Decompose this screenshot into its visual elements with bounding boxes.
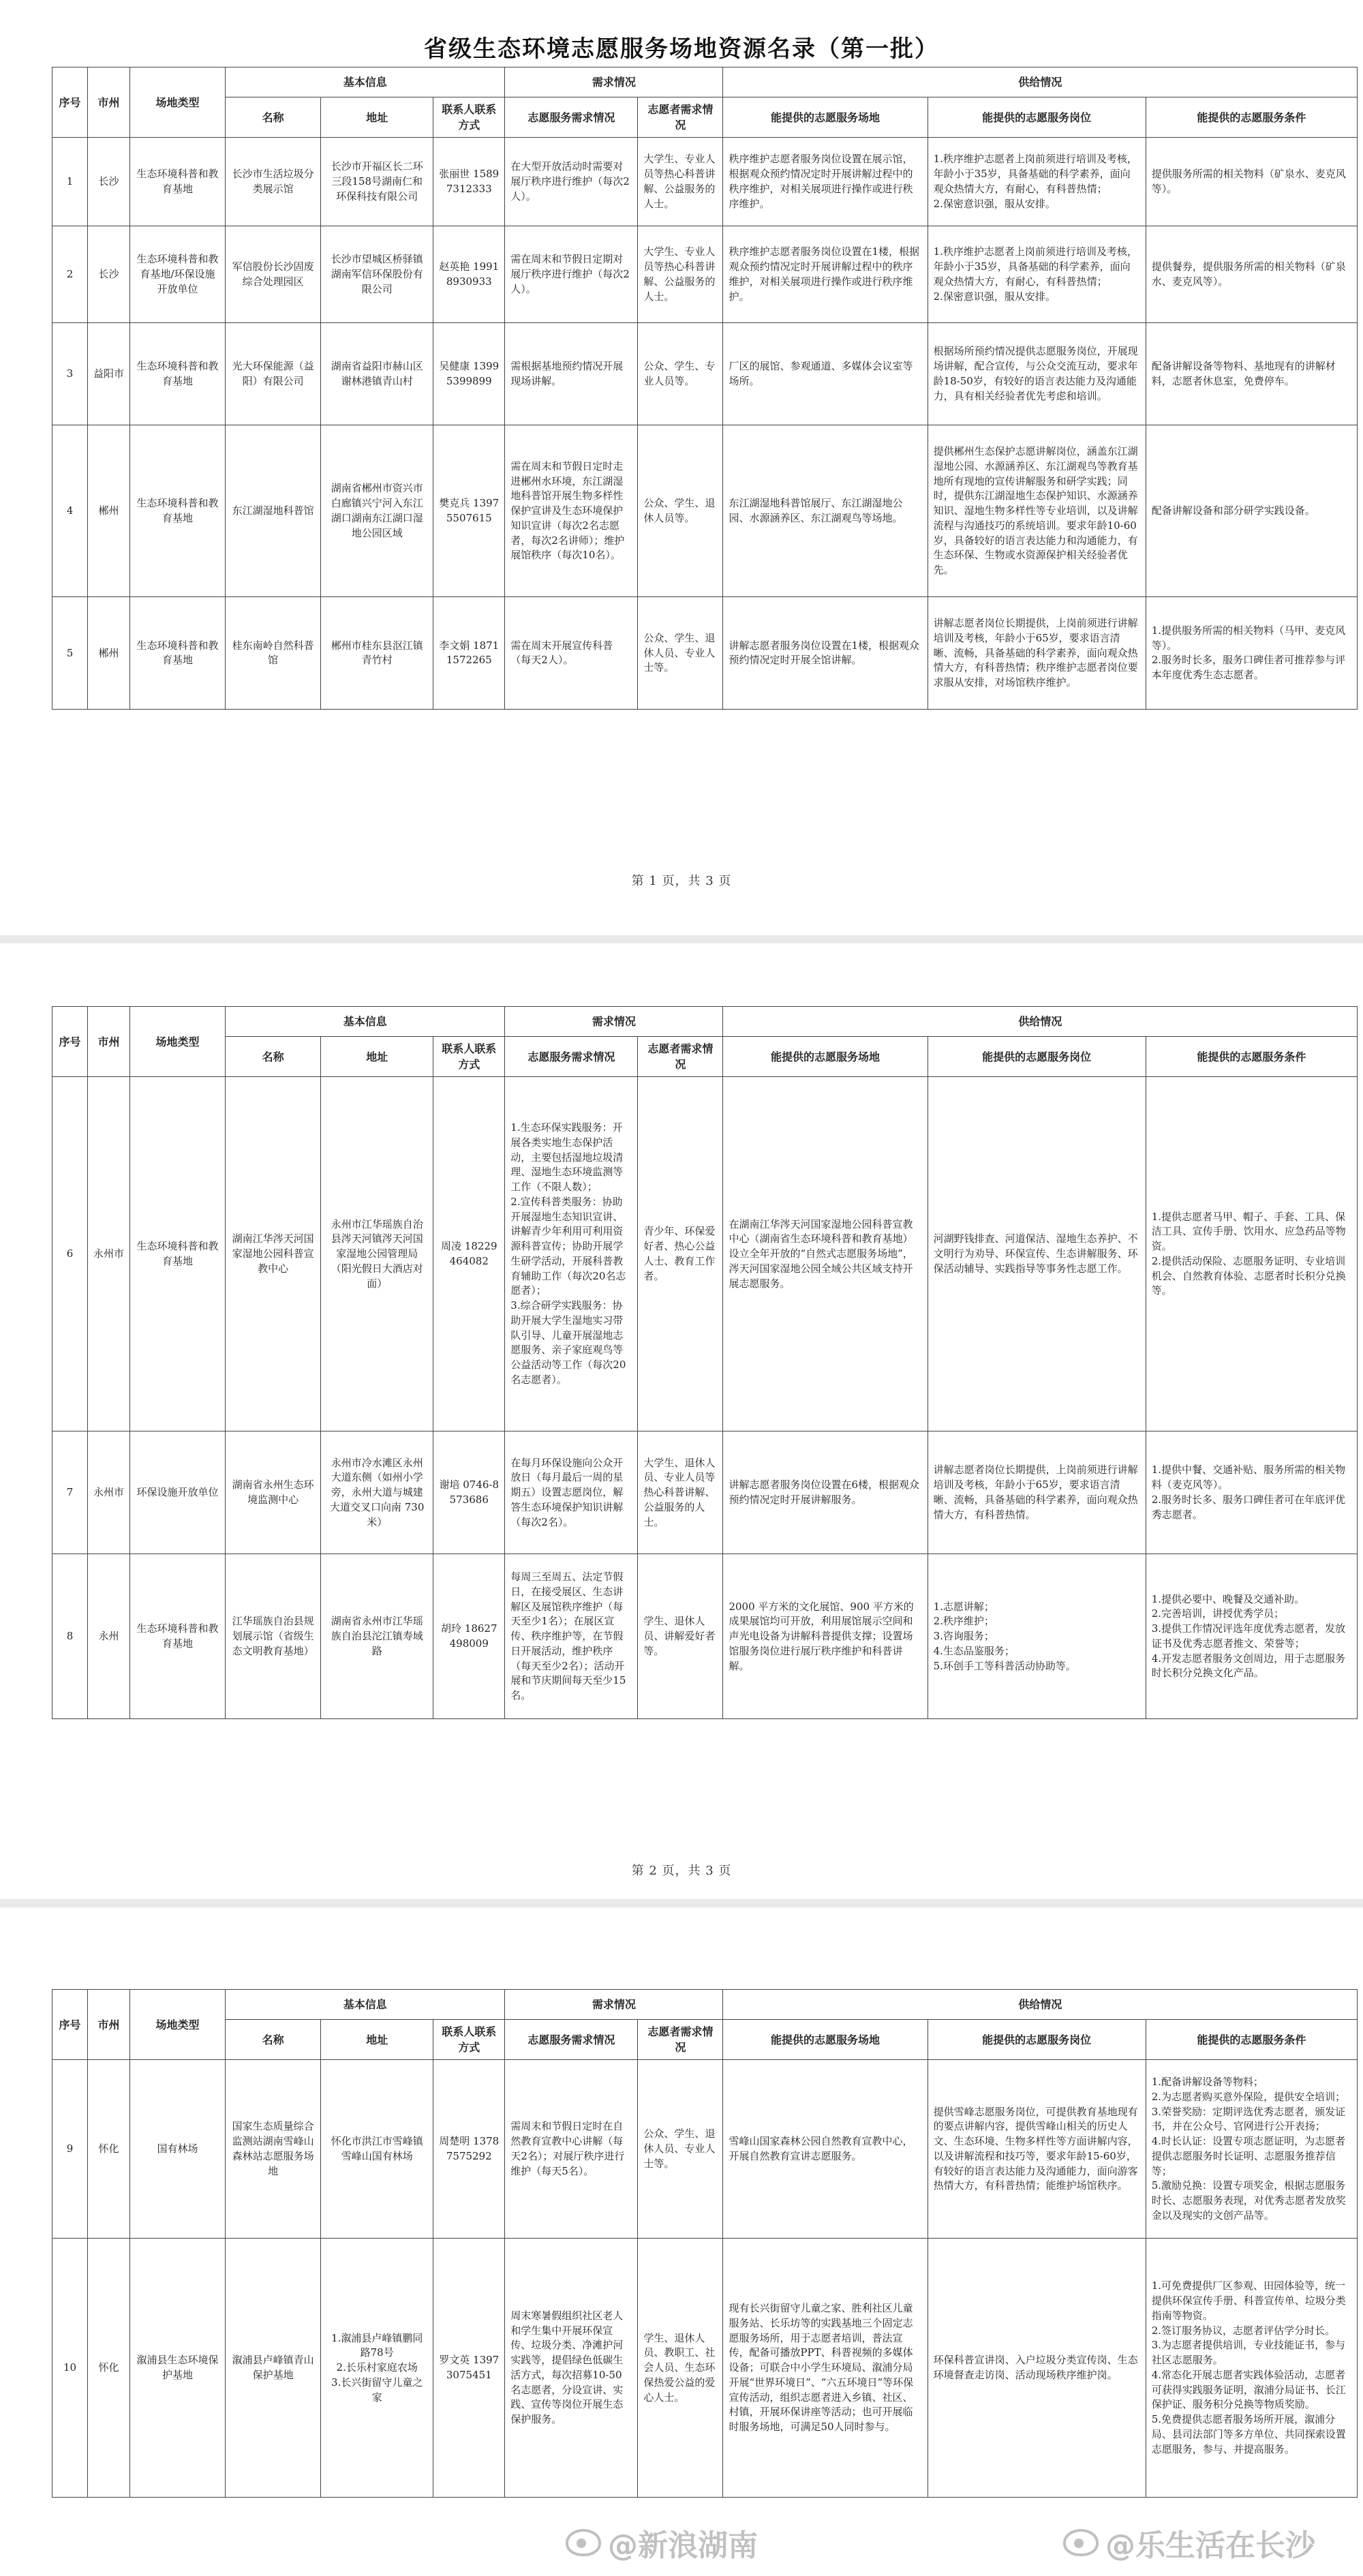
weibo-icon (1063, 2529, 1099, 2556)
cell-address: 永州市冷水滩区永州大道东侧（如州小学旁，永州大道与城建大道交叉口向南 730 米） (321, 1431, 433, 1554)
cell-seq: 7 (52, 1431, 88, 1554)
header-address: 地址 (321, 1037, 433, 1077)
watermark-right (1063, 2521, 1315, 2564)
cell-site: 讲解志愿者服务岗位设置在6楼，根据观众预约情况定时开展讲解服务。 (723, 1431, 928, 1554)
weibo-icon (566, 2529, 601, 2556)
table-row (52, 138, 1358, 226)
cell-condition: 1.可免费提供厂区参观、田园体验等，统一提供环保宣传手册、科普宣传单、垃圾分类指南等物资。 2.签订服务协议，志愿者评估学分时长。 3.为志愿者提供培训，专业技能证书，参与社区志愿服务。 4.常态化开展志愿者实践体验活动，志愿者可获得实践服务证明，溆浦分局证书、长江保护证、服务积分兑换等物质奖励。 5.免费提供志愿者服务场所开展，溆浦分局、县司法部门等多方单位、共同探索设置志愿服务，参与、并提高服务。 (1146, 2239, 1357, 2498)
cell-post: 讲解志愿者岗位长期提供，上岗前须进行讲解培训及考核，年龄小于65岁，要求语言清晰、流畅，具备基础的科学素养，面向观众热情大方，有科普热情；秩序维护志愿者岗位要求服从安排，对场馆秩序维护。 (928, 597, 1146, 710)
cell-type: 生态环境科普和教育基地 (130, 138, 226, 226)
cell-condition: 配备讲解设备和部分研学实践设备。 (1146, 425, 1357, 597)
header-supply: 供给情况 (723, 1990, 1358, 2020)
header-type: 场地类型 (130, 1990, 226, 2060)
cell-post: 河湖野钱排查、河道保洁、湿地生态养护、不文明行为劝导、环保宣传、生态讲解服务、环保活动辅导、实践指导等事务性志愿工作。 (928, 1077, 1146, 1431)
cell-address: 1.溆浦县卢峰镇鹏同路78号 2.长乐村家庭农场 3.长兴街留守儿童之家 (321, 2239, 433, 2498)
header-supply-condition: 能提供的志愿服务条件 (1146, 2020, 1357, 2060)
cell-city: 长沙 (88, 226, 130, 323)
resource-table-page-3 (52, 1989, 1358, 2498)
cell-address: 郴州市桂东县沤江镇青竹村 (321, 597, 433, 710)
cell-volunteer: 大学生、专业人员等热心科普讲解、公益服务的人士。 (638, 138, 723, 226)
header-name: 名称 (226, 2020, 321, 2060)
header-name: 名称 (226, 1037, 321, 1077)
cell-contact: 罗文英 13973075451 (433, 2239, 505, 2498)
cell-seq: 3 (52, 323, 88, 425)
resource-table-page-1 (52, 67, 1358, 710)
cell-contact: 李文娟 18711572265 (433, 597, 505, 710)
cell-seq: 9 (52, 2060, 88, 2239)
watermark-right-text: @乐生活在长沙 (1105, 2528, 1315, 2563)
cell-seq: 1 (52, 138, 88, 226)
document-page-3 (0, 1907, 1363, 2576)
cell-post: 讲解志愿者岗位长期提供，上岗前须进行讲解培训及考核，年龄小于65岁，要求语言清晰、流畅，具备基础的科学素养，面向观众热情大方，有科普热情。 (928, 1431, 1146, 1554)
cell-address: 永州市江华瑶族自治县涔天河镇涔天河国家湿地公园管理局（阳光假日大酒店对面） (321, 1077, 433, 1431)
cell-demand: 周末寒暑假组织社区老人和学生集中开展环保宣传、垃圾分类、净滩护河实践等，提倡绿色低碳生活方式，每次招募10-50名志愿者，分设宣讲、实践、宣传等岗位开展生态保护服务。 (505, 2239, 638, 2498)
cell-contact: 赵英艳 19918930933 (433, 226, 505, 323)
header-basic-info: 基本信息 (226, 1990, 505, 2020)
cell-name: 溆浦县卢峰镇青山保护基地 (226, 2239, 321, 2498)
page-footer: 第 1 页，共 3 页 (631, 874, 732, 888)
header-city: 市州 (88, 67, 130, 138)
cell-site: 现有长兴街留守儿童之家、胜利社区儿童服务站、长乐坊等的实践基地三个固定志愿服务场所，用于志愿者培训，普法宣传，配备可播放PPT、科普视频的多媒体设备；可联合中小学生环境局、溆浦分局开展“世界环境日”、“六五环境日”等环保宣传活动，组织志愿者进入乡镇、社区、村镇，开展环保讲座等活动；也可开展临时服务场地，可满足50人同时参与。 (723, 2239, 928, 2498)
cell-name: 军信股份长沙固废综合处理园区 (226, 226, 321, 323)
cell-name: 湖南省永州生态环境监测中心 (226, 1431, 321, 1554)
cell-contact: 樊克兵 13975507615 (433, 425, 505, 597)
header-name: 名称 (226, 97, 321, 138)
header-contact: 联系人联系方式 (433, 1037, 505, 1077)
cell-contact: 胡玲 18627498009 (433, 1554, 505, 1719)
cell-volunteer: 公众、学生、退休人员等。 (638, 425, 723, 597)
cell-name: 江华瑶族自治县规划展示馆（省级生态文明教育基地） (226, 1554, 321, 1719)
cell-type: 生态环境科普和教育基地 (130, 597, 226, 710)
cell-post: 提供雪峰志愿服务岗位，可提供教育基地现有的要点讲解内容，提供雪峰山相关的历史人文、生态环境、生物多样性等方面讲解内容，以及讲解流程和技巧等，要求年龄15-60岁，有较好的语言表达能力及沟通能力，面向游客热情大方，有科普热情；能维护场馆秩序。 (928, 2060, 1146, 2239)
cell-type: 生态环境科普和教育基地 (130, 1554, 226, 1719)
header-supply-site: 能提供的志愿服务场地 (723, 2020, 928, 2060)
table-row (52, 1554, 1358, 1719)
cell-condition: 1.提供服务所需的相关物料（马甲、麦克风等）。 2.服务时长多，服务口碑佳者可推荐参与评本年度优秀生态志愿者。 (1146, 597, 1357, 710)
cell-post: 1.秩序维护志愿者上岗前须进行培训及考核，年龄小于35岁，具备基础的科学素养，面向观众热情大方，有耐心，有科普热情； 2.保密意识强，服从安排。 (928, 226, 1146, 323)
table-row (52, 226, 1358, 323)
cell-volunteer: 青少年、环保爱好者、热心公益人士、教育工作者。 (638, 1077, 723, 1431)
header-demand: 需求情况 (505, 1990, 723, 2020)
cell-demand: 在大型开放活动时需要对展厅秩序进行维护（每次2人）。 (505, 138, 638, 226)
cell-city: 益阳市 (88, 323, 130, 425)
header-address: 地址 (321, 97, 433, 138)
header-demand-situation: 志愿服务需求情况 (505, 97, 638, 138)
header-seq: 序号 (52, 1007, 88, 1077)
resource-table-page-2 (52, 1006, 1358, 1719)
cell-address: 长沙市开福区长二环三段158号湖南仁和环保科技有限公司 (321, 138, 433, 226)
cell-condition: 1.提供志愿者马甲、帽子、手套、工具、保洁工具、宣传手册、饮用水、应急药品等物资。 2.提供活动保险、志愿服务证明、专业培训机会、自然教育体验、志愿者时长积分兑换等。 (1146, 1077, 1357, 1431)
cell-demand: 需在周末和节假日定期对展厅秩序进行维护（每次2人）。 (505, 226, 638, 323)
cell-seq: 10 (52, 2239, 88, 2498)
header-basic-info: 基本信息 (226, 67, 505, 97)
cell-condition: 1.提供中餐、交通补贴、服务所需的相关物料（麦克风等）。 2.服务时长多、服务口碑佳者可在年底评优秀志愿者。 (1146, 1431, 1357, 1554)
cell-city: 怀化 (88, 2239, 130, 2498)
header-supply: 供给情况 (723, 1007, 1358, 1037)
cell-site: 2000 平方米的文化展馆、900 平方米的成果展馆均可开放，利用展馆展示空间和声光电设备为讲解科普提供支撑；设置场馆服务岗位进行展厅秩序维护和科普讲解。 (723, 1554, 928, 1719)
header-demand: 需求情况 (505, 1007, 723, 1037)
cell-name: 国家生态质量综合监测站湖南雪峰山森林站志愿服务场地 (226, 2060, 321, 2239)
cell-city: 永州市 (88, 1077, 130, 1431)
cell-city: 怀化 (88, 2060, 130, 2239)
cell-contact: 周楚明 13787575292 (433, 2060, 505, 2239)
cell-name: 桂东南岭自然科普馆 (226, 597, 321, 710)
cell-volunteer: 学生、退休人员、讲解爱好者等。 (638, 1554, 723, 1719)
cell-address: 湖南省益阳市赫山区谢林港镇青山村 (321, 323, 433, 425)
cell-demand: 需周末和节假日定时在自然教育宣教中心讲解（每天2名）；对展厅秩序进行维护（每天5名）。 (505, 2060, 638, 2239)
page-footer: 第 2 页，共 3 页 (631, 1864, 732, 1878)
cell-condition: 提供服务所需的相关物料（矿泉水、麦克风等）。 (1146, 138, 1357, 226)
cell-type: 环保设施开放单位 (130, 1431, 226, 1554)
cell-name: 东江湖湿地科普馆 (226, 425, 321, 597)
header-basic-info: 基本信息 (226, 1007, 505, 1037)
cell-site: 雪峰山国家森林公园自然教育宣教中心，开展自然教育宣讲志愿服务。 (723, 2060, 928, 2239)
header-demand: 需求情况 (505, 67, 723, 97)
cell-type: 生态环境科普和教育基地 (130, 323, 226, 425)
header-demand-situation: 志愿服务需求情况 (505, 1037, 638, 1077)
cell-contact: 谢培 0746-8573686 (433, 1431, 505, 1554)
cell-site: 在湖南江华涔天河国家湿地公园科普宣教中心（湖南省生态环境科普和教育基地）设立全年开放的“自然式志愿服务场地”，涔天河国家湿地公园全域公共区域支持开展志愿服务。 (723, 1077, 928, 1431)
cell-site: 东江湖湿地科普馆展厅、东江湖湿地公园、水源涵养区、东江湖观鸟等场地。 (723, 425, 928, 597)
table-row (52, 1077, 1358, 1431)
header-contact: 联系人联系方式 (433, 97, 505, 138)
cell-city: 长沙 (88, 138, 130, 226)
cell-contact: 周凌 18229464082 (433, 1077, 505, 1431)
cell-site: 秩序维护志愿者服务岗位设置在1楼，根据观众预约情况定时开展讲解过程中的秩序维护，对相关展项进行操作或进行秩序维护。 (723, 226, 928, 323)
watermark-left-text: @新浪湖南 (608, 2528, 758, 2563)
cell-seq: 5 (52, 597, 88, 710)
cell-site: 讲解志愿者服务岗位设置在1楼，根据观众预约情况定时开展全馆讲解。 (723, 597, 928, 710)
header-supply-site: 能提供的志愿服务场地 (723, 97, 928, 138)
table-row (52, 323, 1358, 425)
table-row (52, 2239, 1358, 2498)
cell-post: 环保科普宣讲岗、入户垃圾分类宣传岗、生态环境督查走访岗、活动现场秩序维护岗。 (928, 2239, 1146, 2498)
document-page-1 (0, 0, 1363, 935)
header-supply-site: 能提供的志愿服务场地 (723, 1037, 928, 1077)
cell-site: 秩序维护志愿者服务岗位设置在展示馆，根据观众预约情况定时开展讲解过程中的秩序维护，对相关展项进行操作或进行秩序维护。 (723, 138, 928, 226)
header-demand-situation: 志愿服务需求情况 (505, 2020, 638, 2060)
cell-post: 1.志愿讲解； 2.秩序维护； 3.咨询服务； 4.生态品鉴服务； 5.环创手工等科普活动协助等。 (928, 1554, 1146, 1719)
cell-type: 生态环境科普和教育基地 (130, 1077, 226, 1431)
cell-name: 光大环保能源（益阳）有限公司 (226, 323, 321, 425)
cell-seq: 6 (52, 1077, 88, 1431)
document-page-2 (0, 943, 1363, 1899)
cell-volunteer: 公众、学生、专业人员等。 (638, 323, 723, 425)
cell-contact: 吴健康 13995399899 (433, 323, 505, 425)
cell-type: 国有林场 (130, 2060, 226, 2239)
cell-seq: 8 (52, 1554, 88, 1719)
cell-city: 郴州 (88, 425, 130, 597)
cell-condition: 1.提供必要中、晚餐及交通补助。 2.完善培训，讲授优秀学员； 3.提供工作情况评选年度优秀志愿者，发放证书及优秀志愿者推文、荣誉等； 4.开发志愿者服务文创周边，用于志愿服务时长积分兑换文化产品。 (1146, 1554, 1357, 1719)
cell-type: 生态环境科普和教育基地 (130, 425, 226, 597)
cell-type: 溆浦县生态环境保护基地 (130, 2239, 226, 2498)
cell-city: 郴州 (88, 597, 130, 710)
header-volunteer-requirement: 志愿者需求情况 (638, 97, 723, 138)
cell-address: 湖南省郴州市资兴市白廊镇兴宁河入东江湖口湖南东江湖口湿地公园区域 (321, 425, 433, 597)
watermark-left (566, 2521, 758, 2564)
header-supply: 供给情况 (723, 67, 1358, 97)
header-supply-condition: 能提供的志愿服务条件 (1146, 1037, 1357, 1077)
cell-volunteer: 大学生、专业人员等热心科普讲解、公益服务的人士。 (638, 226, 723, 323)
cell-condition: 提供餐券，提供服务所需的相关物料（矿泉水、麦克风等）。 (1146, 226, 1357, 323)
cell-volunteer: 公众、学生、退休人员、专业人士等。 (638, 2060, 723, 2239)
header-volunteer-requirement: 志愿者需求情况 (638, 2020, 723, 2060)
cell-volunteer: 大学生、退休人员、专业人员等热心科普讲解、公益服务的人士。 (638, 1431, 723, 1554)
cell-demand: 每周三至周五、法定节假日，在接受展区、生态讲解区及展馆秩序维护（每天至少1名）；在展区宣传、秩序维护等，在节假日开展活动，维护秩序（每天至少2名）；活动开展和节庆期间每天至少15名。 (505, 1554, 638, 1719)
cell-site: 厂区的展馆、参观通道、多媒体会议室等场所。 (723, 323, 928, 425)
cell-city: 永州市 (88, 1431, 130, 1554)
cell-type: 生态环境科普和教育基地/环保设施开放单位 (130, 226, 226, 323)
cell-demand: 需在周末和节假日定时走进郴州水环境，东江湖湿地科普馆开展生物多样性保护宣讲及生态环境保护知识宣讲（每次2名志愿者，每次2名讲师）；维护展馆秩序（每次10名）。 (505, 425, 638, 597)
header-city: 市州 (88, 1990, 130, 2060)
header-supply-post: 能提供的志愿服务岗位 (928, 1037, 1146, 1077)
cell-post: 提供郴州生态保护志愿讲解岗位，涵盖东江湖湿地公园、水源涵养区、东江湖观鸟等教育基地所有现地的宣传讲解服务和研学实践；同时，提供东江湖湿地生态保护知识、水源涵养知识、湿地生物多样性等专业培训，以及讲解流程与沟通技巧的系统培训。要求年龄10-60岁，具备较好的语言表达能力和沟通能力，有生态环保、生物或水资源保护相关经验者优先。 (928, 425, 1146, 597)
cell-city: 永州 (88, 1554, 130, 1719)
cell-demand: 需在周末开展宣传科普（每天2人）。 (505, 597, 638, 710)
cell-address: 怀化市洪江市雪峰镇雪峰山国有林场 (321, 2060, 433, 2239)
cell-contact: 张丽世 15897312333 (433, 138, 505, 226)
cell-address: 长沙市望城区桥驿镇湖南军信环保股份有限公司 (321, 226, 433, 323)
cell-name: 湖南江华涔天河国家湿地公园科普宣教中心 (226, 1077, 321, 1431)
header-type: 场地类型 (130, 67, 226, 138)
cell-demand: 1.生态环保实践服务：开展各类实地生态保护活动，主要包括湿地垃圾清理、湿地生态环境监测等工作（不限人数）； 2.宣传科普类服务：协助开展湿地生态知识宣讲、讲解青少年利用可利用资源科普宣传；协助开展学生研学活动，开展科普教育辅助工作（每次20名志愿者）； 3.综合研学实践服务：协助开展大学生湿地实习带队引导、儿童开展湿地志愿服务、亲子家庭观鸟等公益活动等工作（每次20名志愿者）。 (505, 1077, 638, 1431)
cell-seq: 4 (52, 425, 88, 597)
table-row (52, 597, 1358, 710)
header-volunteer-requirement: 志愿者需求情况 (638, 1037, 723, 1077)
header-supply-condition: 能提供的志愿服务条件 (1146, 97, 1357, 138)
cell-volunteer: 学生、退休人员、教职工、社会人员、生态环保热爱公益的爱心人士。 (638, 2239, 723, 2498)
header-type: 场地类型 (130, 1007, 226, 1077)
header-city: 市州 (88, 1007, 130, 1077)
header-supply-post: 能提供的志愿服务岗位 (928, 2020, 1146, 2060)
document-title: 省级生态环境志愿服务场地资源名录（第一批） (424, 35, 939, 63)
table-row (52, 425, 1358, 597)
table-row (52, 1431, 1358, 1554)
cell-address: 湖南省永州市江华瑶族自治县沱江镇寿域路 (321, 1554, 433, 1719)
cell-volunteer: 公众、学生、退休人员、专业人士等。 (638, 597, 723, 710)
cell-post: 1.秩序维护志愿者上岗前须进行培训及考核，年龄小于35岁，具备基础的科学素养，面向观众热情大方，有耐心，有科普热情； 2.保密意识强，服从安排。 (928, 138, 1146, 226)
cell-name: 长沙市生活垃圾分类展示馆 (226, 138, 321, 226)
cell-demand: 在每月环保设施向公众开放日（每月最后一周的星期五）设置志愿岗位，解答生态环境保护知识讲解（每次2名）。 (505, 1431, 638, 1554)
cell-condition: 1.配备讲解设备等物料； 2.为志愿者购买意外保险，提供安全培训； 3.荣誉奖励：定期评选优秀志愿者，颁发证书，并在公众号、官网进行公开表扬； 4.时长认证：设置专项志愿证明，为志愿者提供志愿服务时长证明、志愿服务推荐信等； 5.激励兑换：设置专项奖金，根据志愿服务时长、志愿服务表现，对优秀志愿者发放奖金以及现实的文创产品等。 (1146, 2060, 1357, 2239)
header-seq: 序号 (52, 67, 88, 138)
cell-demand: 需根据基地预约情况开展现场讲解。 (505, 323, 638, 425)
cell-condition: 配备讲解设备等物料、基地现有的讲解材料，志愿者休息室，免费停车。 (1146, 323, 1357, 425)
table-row (52, 2060, 1358, 2239)
cell-post: 根据场所预约情况提供志愿服务岗位，开展现场讲解，配合宣传，与公众交流互动，要求年龄18-50岁，有较好的语言表达能力及沟通能力，具有相关经验者优先考虑和培训。 (928, 323, 1146, 425)
header-supply-post: 能提供的志愿服务岗位 (928, 97, 1146, 138)
header-seq: 序号 (52, 1990, 88, 2060)
cell-seq: 2 (52, 226, 88, 323)
header-address: 地址 (321, 2020, 433, 2060)
header-contact: 联系人联系方式 (433, 2020, 505, 2060)
